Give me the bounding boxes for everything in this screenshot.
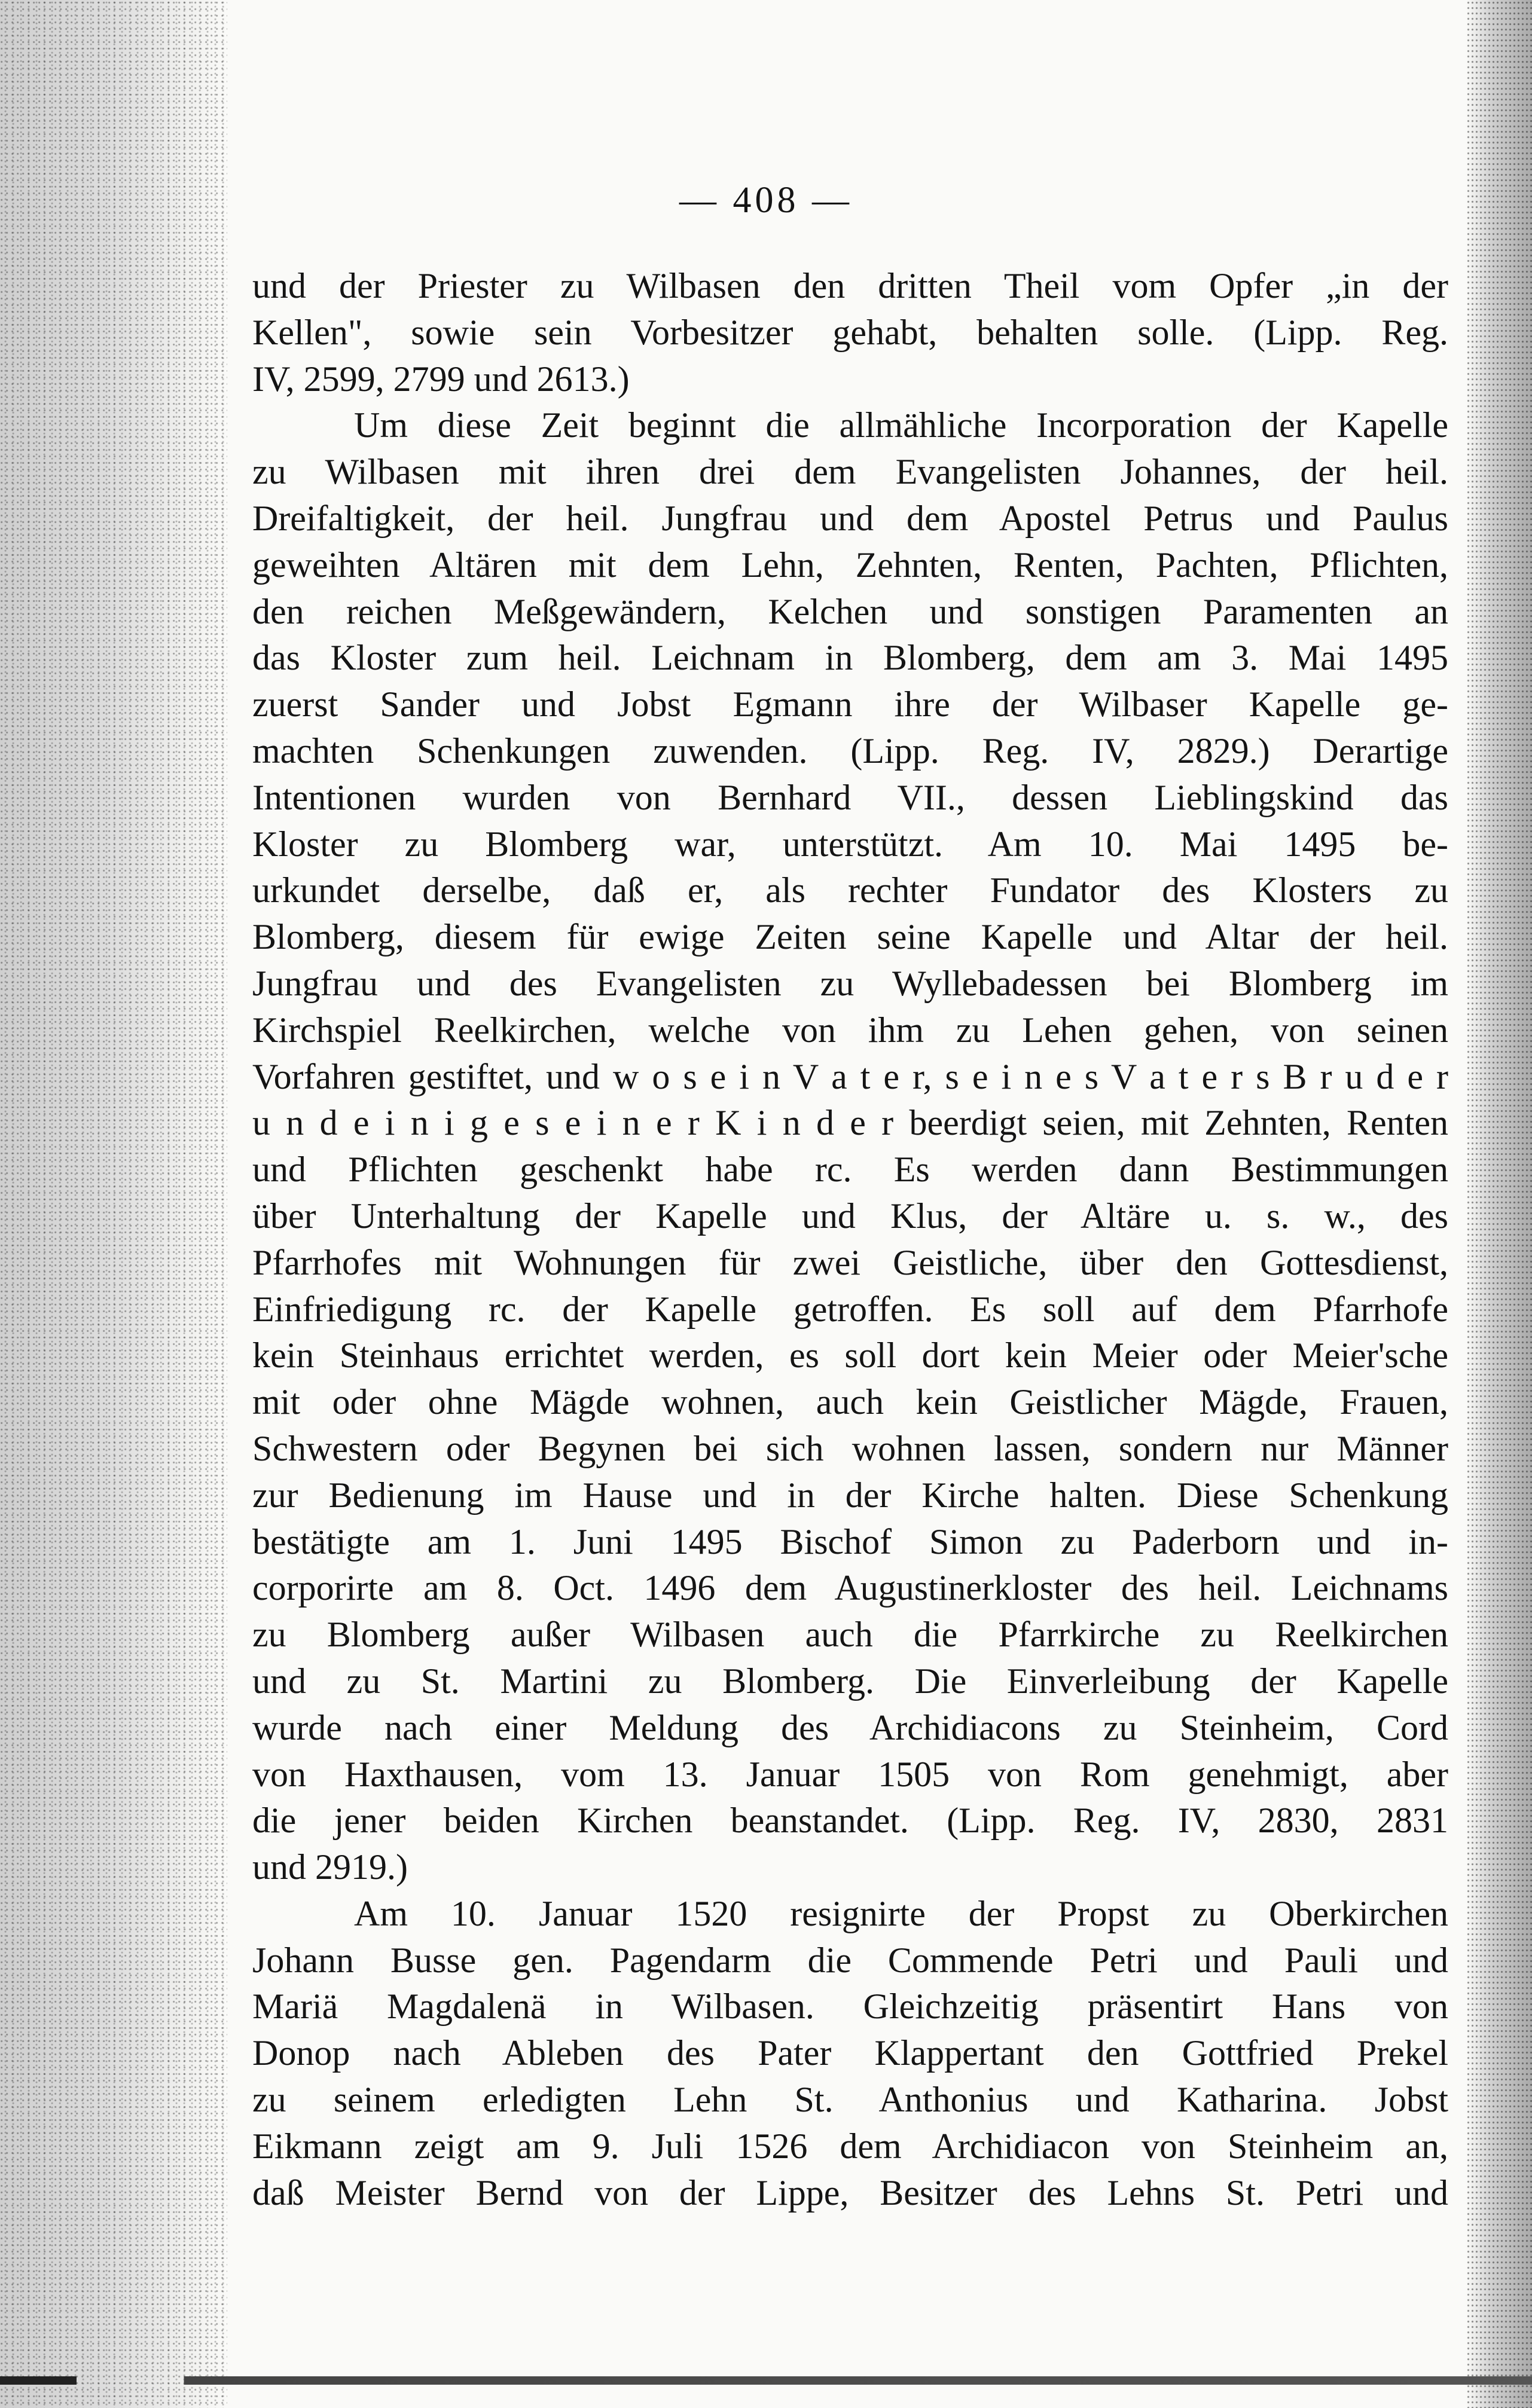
text-line-content: und Pflichten geschenkt habe rc. Es werden dann Bestimmungen	[252, 1150, 1448, 1190]
text-line-content: den reichen Meßgewändern, Kelchen und sonstigen Paramenten an	[252, 591, 1448, 631]
text-line-content: und 2919.)	[252, 1847, 408, 1887]
text-line	[252, 1984, 1448, 2030]
text-line-content: zuerst Sander und Jobst Egmann ihre der Wilbaser Kapelle ge-	[252, 684, 1448, 725]
text-line	[252, 1565, 1448, 1612]
text-line-content: machten Schenkungen zuwenden. (Lipp. Reg. IV, 2829.) Derartige	[252, 731, 1448, 771]
text-line-content: Jungfrau und des Evangelisten zu Wyllebadessen bei Blomberg im	[252, 963, 1448, 1003]
text-line-content: zu Wilbasen mit ihren drei dem Evangelisten Johannes, der heil.	[252, 452, 1448, 492]
text-line-content: u n d e i n i g e s e i n e r K i n d e r beerdigt seien, mit Zehnten, Renten	[252, 1103, 1448, 1143]
text-line	[252, 263, 1448, 310]
text-line	[252, 356, 1448, 403]
text-line	[252, 310, 1448, 356]
text-line	[252, 1193, 1448, 1240]
text-line-content: bestätigte am 1. Juni 1495 Bischof Simon zu Paderborn und in-	[252, 1521, 1448, 1561]
text-line	[252, 1705, 1448, 1752]
text-line-content: daß Meister Bernd von der Lippe, Besitzer des Lehns St. Petri und	[252, 2172, 1448, 2213]
text-line-content: Kellen", sowie sein Vorbesitzer gehabt, behalten solle. (Lipp. Reg.	[252, 312, 1448, 352]
page-number: — 408 —	[679, 180, 853, 221]
text-line-content: Johann Busse gen. Pagendarm die Commende Petri und Pauli und	[252, 1940, 1448, 1980]
text-line-content: Pfarrhofes mit Wohnungen für zwei Geistliche, über den Gottesdienst,	[252, 1242, 1448, 1282]
text-line	[252, 1054, 1448, 1101]
text-line	[252, 1286, 1448, 1333]
body-text	[252, 263, 1448, 2216]
text-line-content: Intentionen wurden von Bernhard VII., dessen Lieblingskind das	[252, 777, 1448, 817]
text-line	[252, 1519, 1448, 1566]
text-line	[252, 635, 1448, 682]
scan-left-margin	[0, 0, 227, 2408]
text-line-content: Donop nach Ableben des Pater Klappertant den Gottfried Prekel	[252, 2033, 1448, 2073]
text-line-content: Mariä Magdalenä in Wilbasen. Gleichzeitig präsentirt Hans von	[252, 1987, 1448, 2027]
text-line	[252, 961, 1448, 1007]
text-line	[252, 589, 1448, 635]
text-line-content: Einfriedigung rc. der Kapelle getroffen. Es soll auf dem Pfarrhofe	[252, 1289, 1448, 1329]
text-line	[252, 1333, 1448, 1379]
text-line-content: wurde nach einer Meldung des Archidiacons zu Steinheim, Cord	[252, 1707, 1448, 1747]
text-line	[252, 682, 1448, 728]
text-line-content: Dreifaltigkeit, der heil. Jungfrau und dem Apostel Petrus und Paulus	[252, 498, 1448, 538]
text-line	[252, 1240, 1448, 1286]
text-line	[252, 2030, 1448, 2077]
text-line	[252, 542, 1448, 589]
text-line	[252, 1612, 1448, 1658]
text-line-content: IV, 2599, 2799 und 2613.)	[252, 359, 630, 399]
text-line	[252, 1844, 1448, 1891]
text-line	[252, 1658, 1448, 1705]
text-line-content: geweihten Altären mit dem Lehn, Zehnten, Renten, Pachten, Pflichten,	[252, 545, 1448, 585]
text-line-content: Vorfahren gestiftet, und w o s e i n V a t e r, s e i n e s V a t e r s B r u d e r	[252, 1056, 1448, 1096]
text-line	[252, 1100, 1448, 1147]
text-line	[252, 821, 1448, 868]
text-line-content: Um diese Zeit beginnt die allmähliche Incorporation der Kapelle	[354, 405, 1448, 445]
text-line-content: Am 10. Januar 1520 resignirte der Propst zu Oberkirchen	[354, 1893, 1448, 1933]
text-line	[252, 914, 1448, 961]
text-line-content: das Kloster zum heil. Leichnam in Blomberg, dem am 3. Mai 1495	[252, 638, 1448, 678]
text-line	[252, 1379, 1448, 1426]
text-line	[252, 728, 1448, 775]
text-line-content: Kloster zu Blomberg war, unterstützt. Am 10. Mai 1495 be-	[252, 824, 1448, 864]
text-line	[252, 2170, 1448, 2217]
text-line	[252, 1752, 1448, 1798]
text-line	[252, 496, 1448, 542]
scan-right-margin	[1466, 0, 1532, 2408]
text-line	[252, 2123, 1448, 2170]
text-line-content: Schwestern oder Begynen bei sich wohnen lassen, sondern nur Männer	[252, 1428, 1448, 1468]
text-line	[252, 867, 1448, 914]
text-line	[252, 1891, 1448, 1938]
text-line-content: und zu St. Martini zu Blomberg. Die Einverleibung der Kapelle	[252, 1661, 1448, 1701]
text-line	[252, 449, 1448, 496]
text-line	[252, 1798, 1448, 1844]
scan-bottom-edge	[0, 2376, 1532, 2385]
text-line-content: kein Steinhaus errichtet werden, es soll dort kein Meier oder Meier'sche	[252, 1336, 1448, 1376]
text-line-content: urkundet derselbe, daß er, als rechter Fundator des Klosters zu	[252, 870, 1448, 910]
text-line-content: von Haxthausen, vom 13. Januar 1505 von Rom genehmigt, aber	[252, 1754, 1448, 1794]
text-line-content: mit oder ohne Mägde wohnen, auch kein Geistlicher Mägde, Frauen,	[252, 1382, 1448, 1422]
text-line	[252, 1007, 1448, 1054]
text-line-content: corporirte am 8. Oct. 1496 dem Augustinerkloster des heil. Leichnams	[252, 1568, 1448, 1608]
text-line-content: Blomberg, diesem für ewige Zeiten seine Kapelle und Altar der heil.	[252, 917, 1448, 957]
text-line-content: zur Bedienung im Hause und in der Kirche halten. Diese Schenkung	[252, 1475, 1448, 1515]
text-line	[252, 402, 1448, 449]
text-line-content: Kirchspiel Reelkirchen, welche von ihm zu Lehen gehen, von seinen	[252, 1010, 1448, 1050]
text-line-content: über Unterhaltung der Kapelle und Klus, der Altäre u. s. w., des	[252, 1196, 1448, 1236]
text-line	[252, 775, 1448, 821]
text-line-content: zu Blomberg außer Wilbasen auch die Pfarrkirche zu Reelkirchen	[252, 1615, 1448, 1655]
text-line-content: zu seinem erledigten Lehn St. Anthonius und Katharina. Jobst	[252, 2080, 1448, 2120]
text-line-content: die jener beiden Kirchen beanstandet. (Lipp. Reg. IV, 2830, 2831	[252, 1801, 1448, 1841]
text-line	[252, 1426, 1448, 1472]
text-line-content: Eikmann zeigt am 9. Juli 1526 dem Archidiacon von Steinheim an,	[252, 2126, 1448, 2166]
text-line	[252, 1938, 1448, 1984]
text-line	[252, 2077, 1448, 2123]
text-line-content: und der Priester zu Wilbasen den dritten Theil vom Opfer „in der	[252, 266, 1448, 305]
text-line	[252, 1472, 1448, 1519]
text-line	[252, 1147, 1448, 1193]
